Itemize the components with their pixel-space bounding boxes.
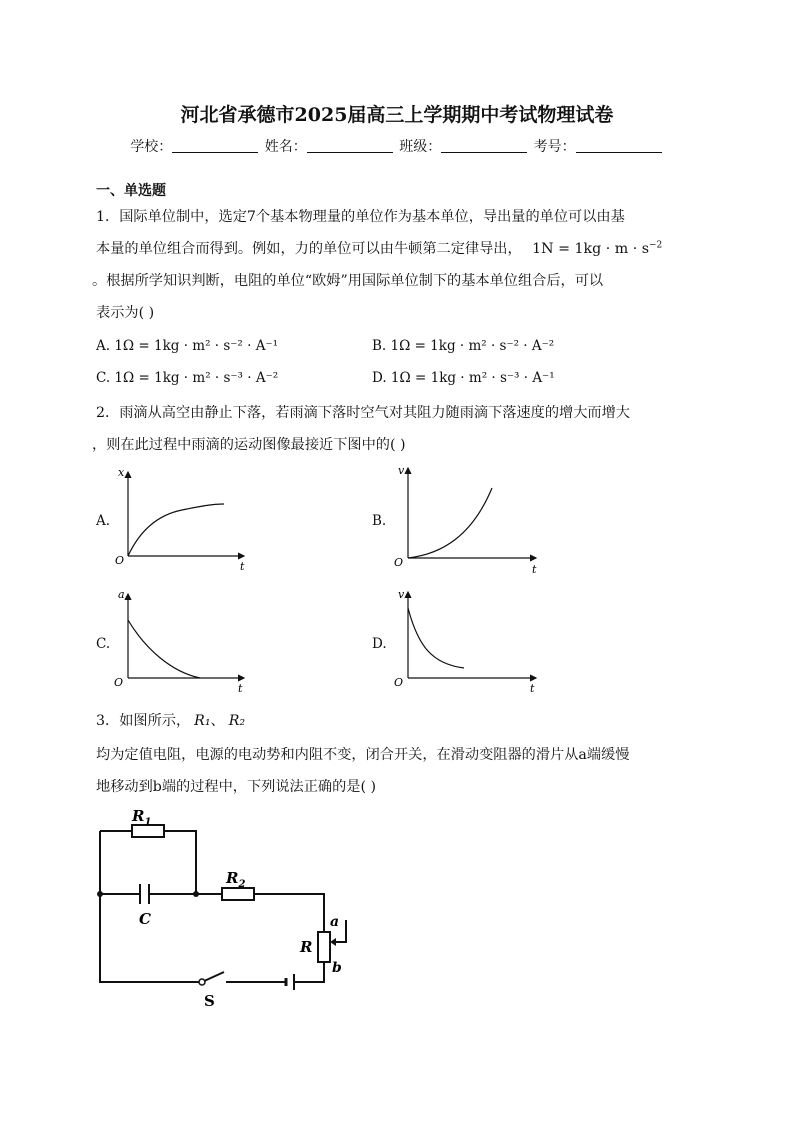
circuit-r2-branch bbox=[196, 894, 324, 932]
q2-option-a-label: A. bbox=[96, 513, 111, 529]
q3-sep: 、 bbox=[210, 713, 225, 729]
graph-b-v-t bbox=[392, 462, 542, 577]
switch-pivot bbox=[199, 979, 205, 985]
q1-formula-sup: −2 bbox=[649, 240, 663, 251]
graph-d-x-label: t bbox=[530, 682, 535, 695]
q2-line1: 2．雨滴从高空由静止下落，若雨滴下落时空气对其阻力随雨滴下落速度的增大而增大 bbox=[96, 405, 630, 421]
label-b: b bbox=[332, 960, 342, 976]
q2-option-d-label: D. bbox=[372, 636, 387, 652]
q3-r1: R₁ bbox=[194, 713, 211, 729]
graph-a-curve bbox=[128, 504, 224, 556]
q1-option-c: C. 1Ω = 1kg · m² · s⁻³ · A⁻² bbox=[96, 370, 279, 386]
graph-a-x-label: t bbox=[240, 560, 245, 573]
q3-line3: 地移动到b端的过程中，下列说法正确的是( ) bbox=[96, 779, 377, 795]
graph-d-curve bbox=[408, 608, 464, 668]
q2-option-b-label: B. bbox=[372, 513, 387, 529]
q1-line2-text: 本量的单位组合而得到。例如，力的单位可以由牛顿第二定律导出， bbox=[96, 241, 522, 257]
label-r: R bbox=[300, 938, 313, 956]
q2-option-c-label: C. bbox=[96, 636, 111, 652]
junction-left bbox=[97, 891, 103, 897]
graph-c-x-label: t bbox=[238, 682, 243, 695]
junction-mid bbox=[193, 891, 199, 897]
q1-line4: 表示为( ) bbox=[96, 305, 155, 321]
graph-d-v-t bbox=[392, 586, 542, 696]
graph-b-y-label: v bbox=[398, 464, 405, 477]
name-blank bbox=[307, 138, 393, 153]
number-label: 考号： bbox=[533, 139, 576, 155]
graph-b-origin: O bbox=[394, 556, 404, 569]
graph-c-curve bbox=[128, 620, 200, 678]
circuit-diagram bbox=[92, 804, 352, 1012]
q3-line2: 均为定值电阻，电源的电动势和内阻不变，闭合开关，在滑动变阻器的滑片从a端缓慢 bbox=[96, 747, 630, 763]
rheostat-r bbox=[318, 932, 330, 962]
label-a: a bbox=[330, 914, 340, 930]
graph-a-x-t bbox=[112, 464, 252, 574]
q3-r2: R₂ bbox=[228, 713, 246, 729]
graph-d-y-label: v bbox=[398, 588, 405, 601]
graph-c-origin: O bbox=[114, 676, 124, 689]
school-label: 学校： bbox=[130, 139, 173, 155]
graph-c-a-t bbox=[112, 588, 252, 696]
graph-a-origin: O bbox=[115, 554, 125, 567]
name-label: 姓名： bbox=[264, 139, 307, 155]
q1-line3: 。根据所学知识判断，电阻的单位“欧姆”用国际单位制下的基本单位组合后，可以 bbox=[92, 273, 604, 289]
q1-line1: 1．国际单位制中，选定7个基本物理量的单位作为基本单位，导出量的单位可以由基 bbox=[96, 209, 625, 225]
graph-c-y-label: a bbox=[118, 588, 125, 601]
q3-line1-text: 3．如图所示， bbox=[96, 713, 191, 729]
graph-d-origin: O bbox=[394, 676, 404, 689]
class-label: 班级： bbox=[399, 139, 442, 155]
section-heading: 一、单选题 bbox=[96, 183, 166, 199]
graph-b-curve bbox=[408, 488, 492, 558]
q2-line2: ，则在此过程中雨滴的运动图像最接近下图中的( ) bbox=[92, 437, 406, 453]
circuit-left-wire bbox=[100, 831, 202, 982]
label-s: S bbox=[204, 992, 215, 1010]
student-info-line bbox=[0, 136, 794, 156]
school-blank bbox=[172, 138, 258, 153]
circuit-rheostat-wire bbox=[294, 962, 324, 982]
q1-formula: 1N = 1kg · m · s bbox=[532, 241, 650, 257]
q3-line1 bbox=[96, 710, 245, 730]
number-blank bbox=[576, 138, 662, 153]
class-blank bbox=[441, 138, 527, 153]
label-r2: $R_2$ bbox=[226, 869, 246, 890]
label-r1: $R_1$ bbox=[132, 807, 152, 828]
page-title: 河北省承德市2025届高三上学期期中考试物理试卷 bbox=[180, 104, 614, 126]
graph-a-y-label: x bbox=[118, 466, 125, 479]
q1-line2 bbox=[96, 238, 662, 258]
label-c: C bbox=[139, 910, 151, 928]
q1-option-d: D. 1Ω = 1kg · m² · s⁻³ · A⁻¹ bbox=[372, 370, 555, 386]
q1-option-a: A. 1Ω = 1kg · m² · s⁻² · A⁻¹ bbox=[96, 338, 279, 354]
graph-b-x-label: t bbox=[532, 563, 537, 576]
q1-option-b: B. 1Ω = 1kg · m² · s⁻² · A⁻² bbox=[372, 338, 555, 354]
